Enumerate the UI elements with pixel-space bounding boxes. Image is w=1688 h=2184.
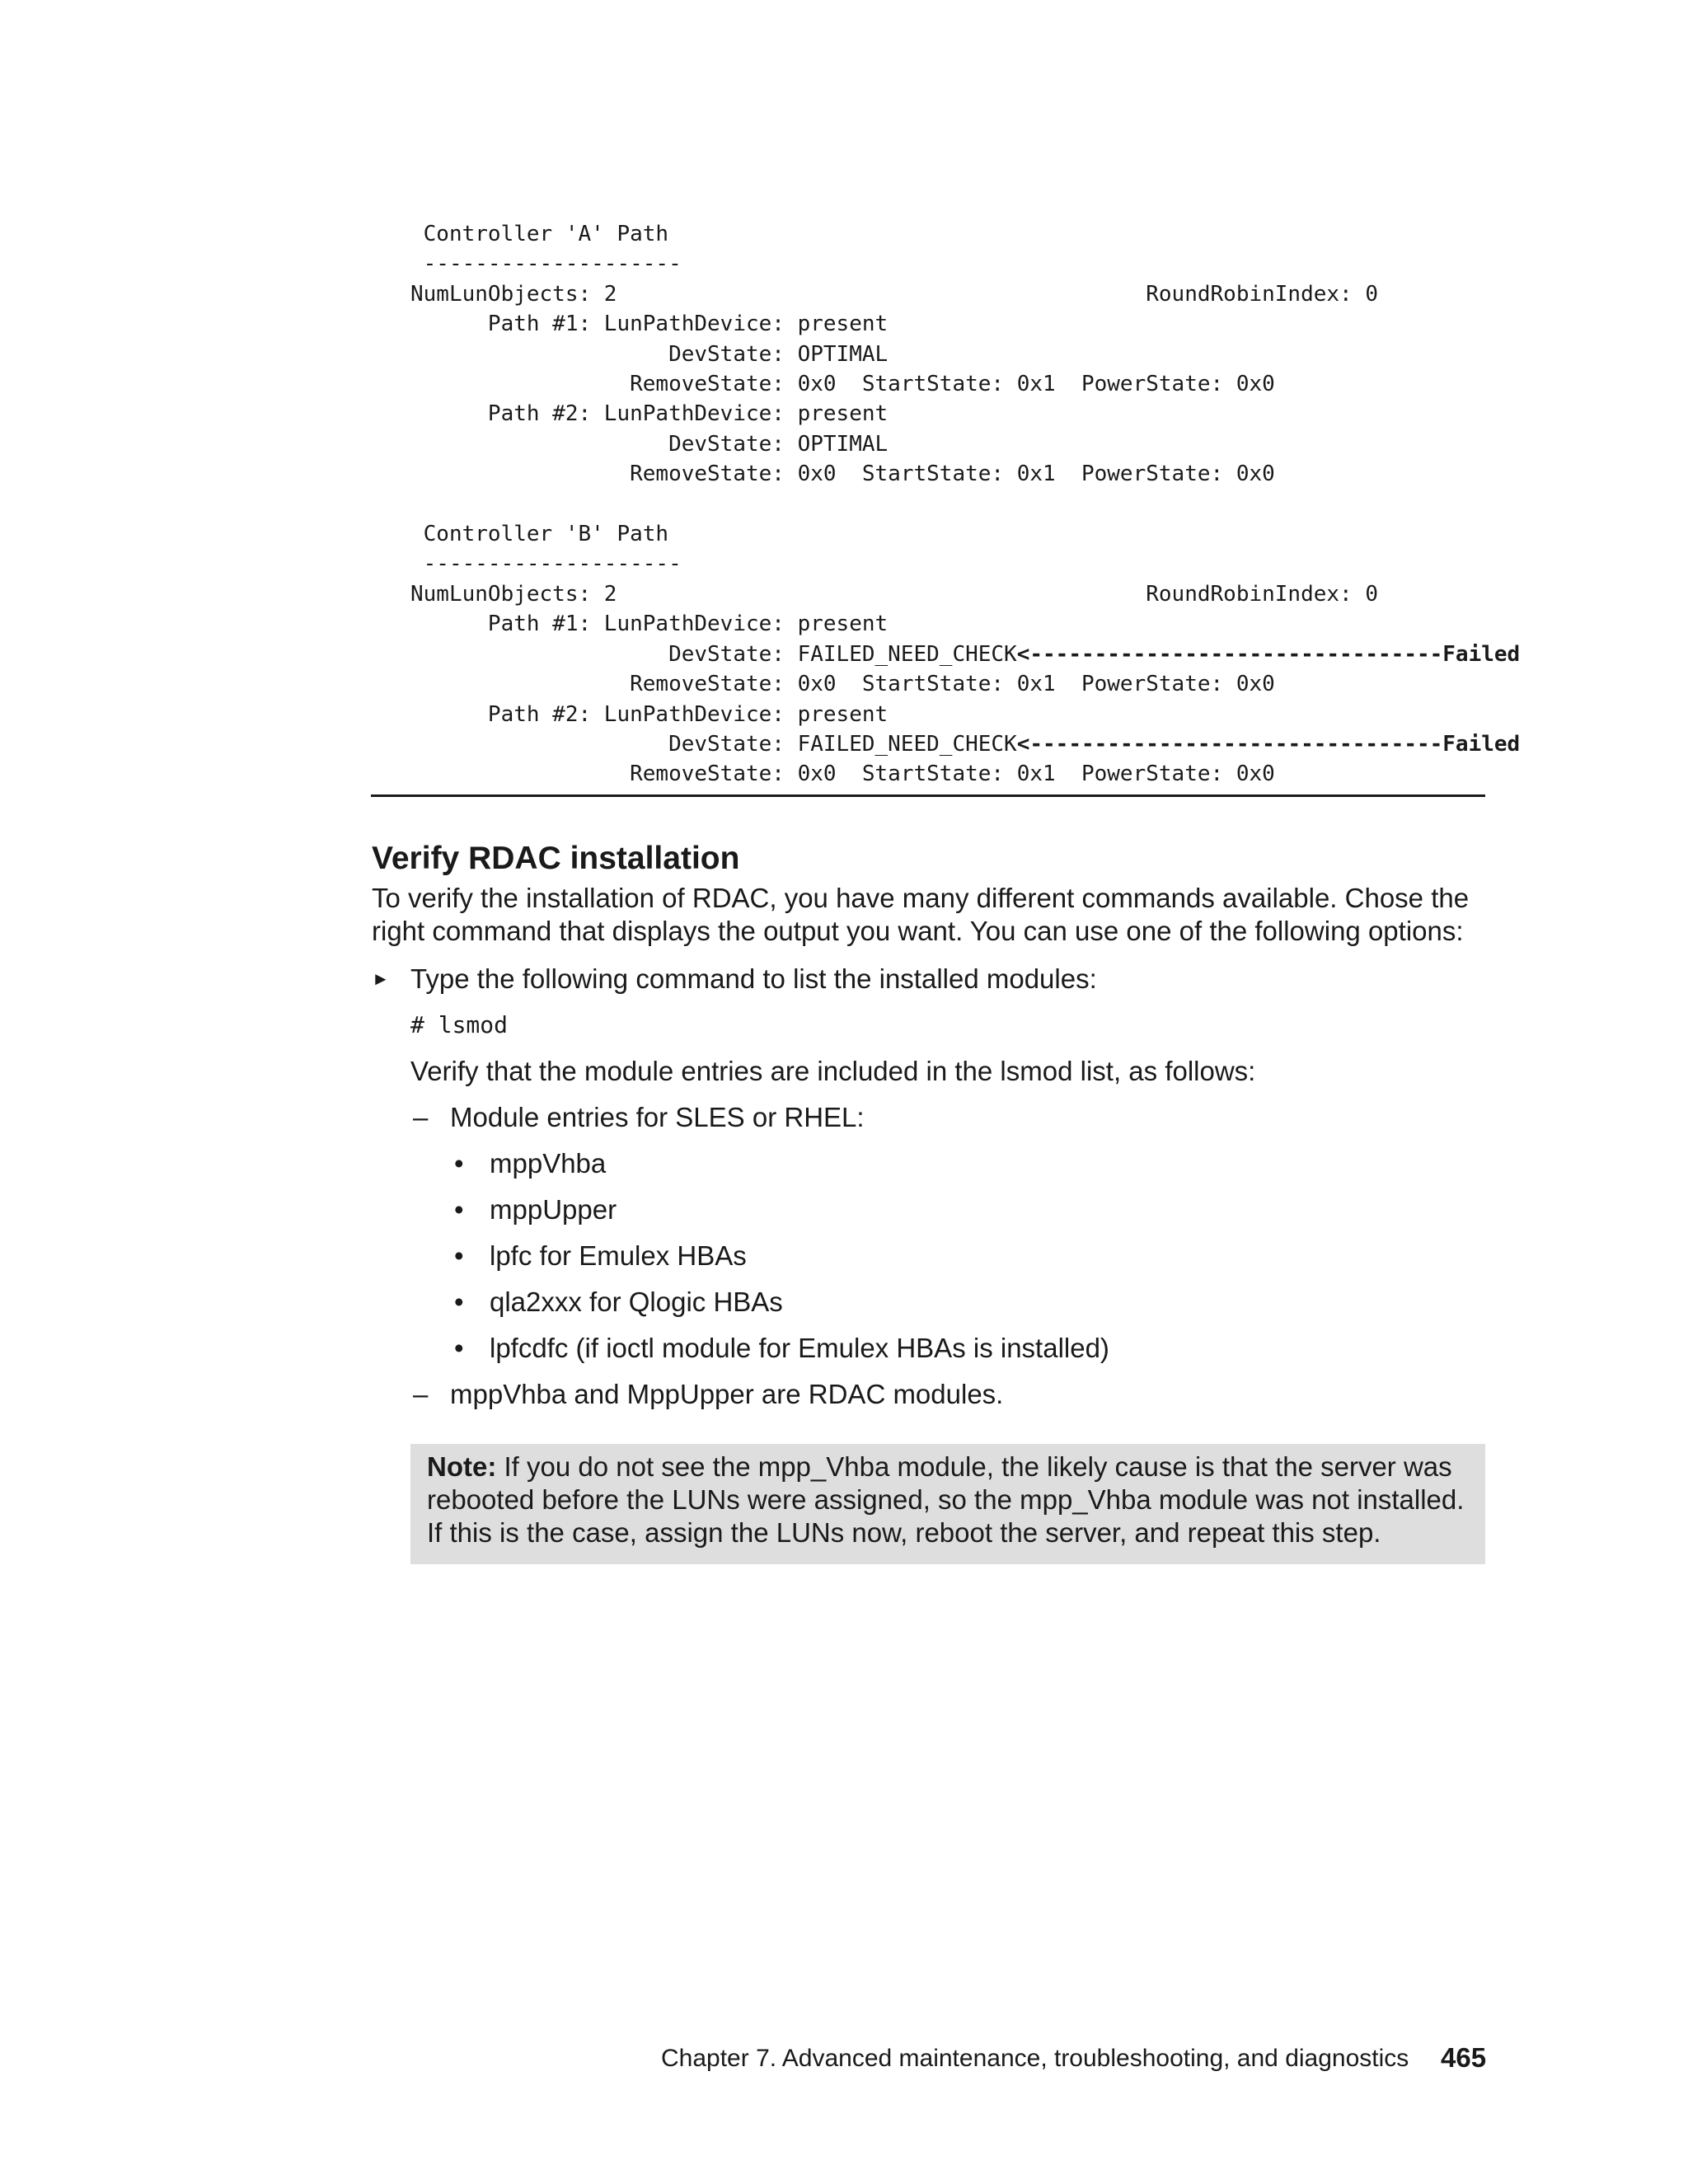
code-line: DevState: FAILED_NEED_CHECK [410, 731, 1017, 757]
code-line: -------------------- [410, 251, 682, 277]
dash-item-module-entries: Module entries for SLES or RHEL: [450, 1102, 865, 1132]
note-text [427, 1451, 1482, 1549]
code-line: NumLunObjects: 2 RoundRobinIndex: 0 [410, 581, 1378, 607]
code-line: RemoveState: 0x0 StartState: 0x1 PowerState: 0x0 [410, 672, 1275, 697]
failed-marker: <--------------------------------Failed [1016, 731, 1521, 757]
intro-paragraph: To verify the installation of RDAC, you have many different commands available. Chose the right command that displays the output you want. You can use one of the following options: [372, 883, 1470, 946]
module-item: qla2xxx for Qlogic HBAs [490, 1286, 783, 1317]
code-line: RemoveState: 0x0 StartState: 0x1 PowerState: 0x0 [410, 372, 1275, 397]
dash-marker: – [413, 1379, 429, 1409]
section-title: Verify RDAC installation [372, 841, 740, 876]
page-number: 465 [1441, 2042, 1487, 2073]
code-line: DevState: OPTIMAL [410, 431, 889, 457]
dash-item-rdac-modules: mppVhba and MppUpper are RDAC modules. [450, 1379, 1004, 1409]
module-item: lpfcdfc (if ioctl module for Emulex HBAs is installed) [490, 1333, 1109, 1363]
verify-text: Verify that the module entries are included in the lsmod list, as follows: [410, 1056, 1256, 1086]
dot-marker: • [454, 1333, 464, 1363]
code-line: DevState: FAILED_NEED_CHECK [410, 641, 1017, 667]
note-body: If you do not see the mpp_Vhba module, the likely cause is that the server was rebooted before the LUNs were assigned, so the mpp_Vhba module was not installed. If this is the case, assign the LUNs now, reboot the server, and repeat this step. [427, 1451, 1465, 1548]
code-line: Path #2: LunPathDevice: present [410, 401, 889, 427]
dash-marker: – [413, 1102, 429, 1132]
code-line: Path #1: LunPathDevice: present [410, 312, 889, 337]
dot-marker: • [454, 1148, 464, 1179]
dot-marker: • [454, 1194, 464, 1225]
code-line: Controller 'A' Path [410, 222, 669, 246]
failed-marker: <--------------------------------Failed [1016, 641, 1521, 667]
section-divider [371, 794, 1485, 797]
code-line: Path #1: LunPathDevice: present [410, 612, 889, 637]
dot-marker: • [454, 1286, 464, 1317]
module-item: mppVhba [490, 1148, 607, 1179]
footer-chapter-title: Chapter 7. Advanced maintenance, troubleshooting, and diagnostics [661, 2045, 1409, 2072]
code-line: -------------------- [410, 551, 682, 577]
lsmod-command: # lsmod [410, 1011, 509, 1038]
code-line: DevState: OPTIMAL [410, 341, 889, 367]
code-line: Controller 'B' Path [410, 522, 669, 547]
code-line: RemoveState: 0x0 StartState: 0x1 PowerState: 0x0 [410, 762, 1275, 787]
code-output-block [410, 219, 1520, 790]
code-line: RemoveState: 0x0 StartState: 0x1 PowerState: 0x0 [410, 462, 1275, 487]
bullet-item-lsmod: Type the following command to list the installed modules: [410, 963, 1097, 994]
code-line: Path #2: LunPathDevice: present [410, 701, 889, 727]
note-box [410, 1444, 1485, 1564]
module-item: lpfc for Emulex HBAs [490, 1240, 747, 1271]
module-item: mppUpper [490, 1194, 617, 1225]
code-line: NumLunObjects: 2 RoundRobinIndex: 0 [410, 281, 1378, 307]
note-label: Note: [427, 1451, 497, 1482]
triangle-bullet-icon: ► [372, 968, 390, 989]
dot-marker: • [454, 1240, 464, 1271]
